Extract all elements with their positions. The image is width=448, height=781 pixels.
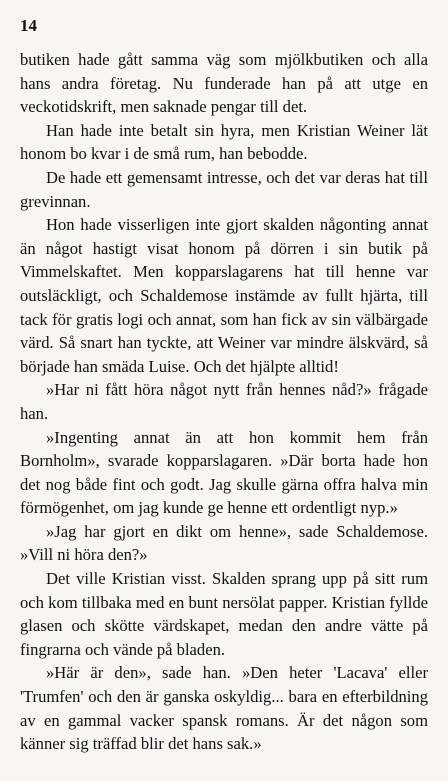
page-body [20, 48, 428, 756]
paragraph: De hade ett gemensamt intresse, och det var deras hat till grevinnan. [20, 167, 428, 211]
paragraph: »Här är den», sade han. »Den heter 'Lacava' eller 'Trumfen' och den är ganska oskyldig... bara en efterbildning av en gammal vacker spansk romans. Är det någon som känner sig träffad blir det hans sak.» [20, 663, 428, 754]
paragraph: Hon hade visserligen inte gjort skalden någonting annat än något hastigt visat honom på dörren i sin butik på Vimmelskaftet. Men kopparslagarens hat till henne var outsläckligt, och Schaldemose instämde av fullt hjärta, till tack för gratis logi och annat, som han fick av sin välbärgade värd. Så snart han tyckte, att Weiner var mindre älskvärd, så började han smäda Luise. Och det hjälpte alltid! [20, 215, 428, 376]
paragraph: »Jag har gjort en dikt om henne», sade Schaldemose. »Vill ni höra den?» [20, 521, 428, 565]
paragraph: Det ville Kristian visst. Skalden sprang upp på sitt rum och kom tillbaka med en bunt nersölat papper. Kristian fyllde glasen och skötte värdskapet, medan den andre vätte på fingrarna och vände på bladen. [20, 569, 428, 659]
paragraph: »Ingenting annat än att hon kommit hem från Bornholm», svarade kopparslagaren. »Där borta hade hon det nog både fint och godt. Jag skulle gärna offra halva min förmögenhet, om jag kunde ge henne ett ordentligt nyp.» [20, 427, 428, 518]
page-number: 14 [20, 16, 37, 35]
paragraph: »Har ni fått höra något nytt från hennes nåd?» frågade han. [20, 380, 428, 423]
paragraph: Han hade inte betalt sin hyra, men Kristian Weiner lät honom bo kvar i de små rum, han bebodde. [20, 120, 428, 164]
paragraph: butiken hade gått samma väg som mjölkbutiken och alla hans andra företag. Nu funderade han på att utge en veckotidskrift, men saknade pengar till det. [20, 50, 428, 117]
